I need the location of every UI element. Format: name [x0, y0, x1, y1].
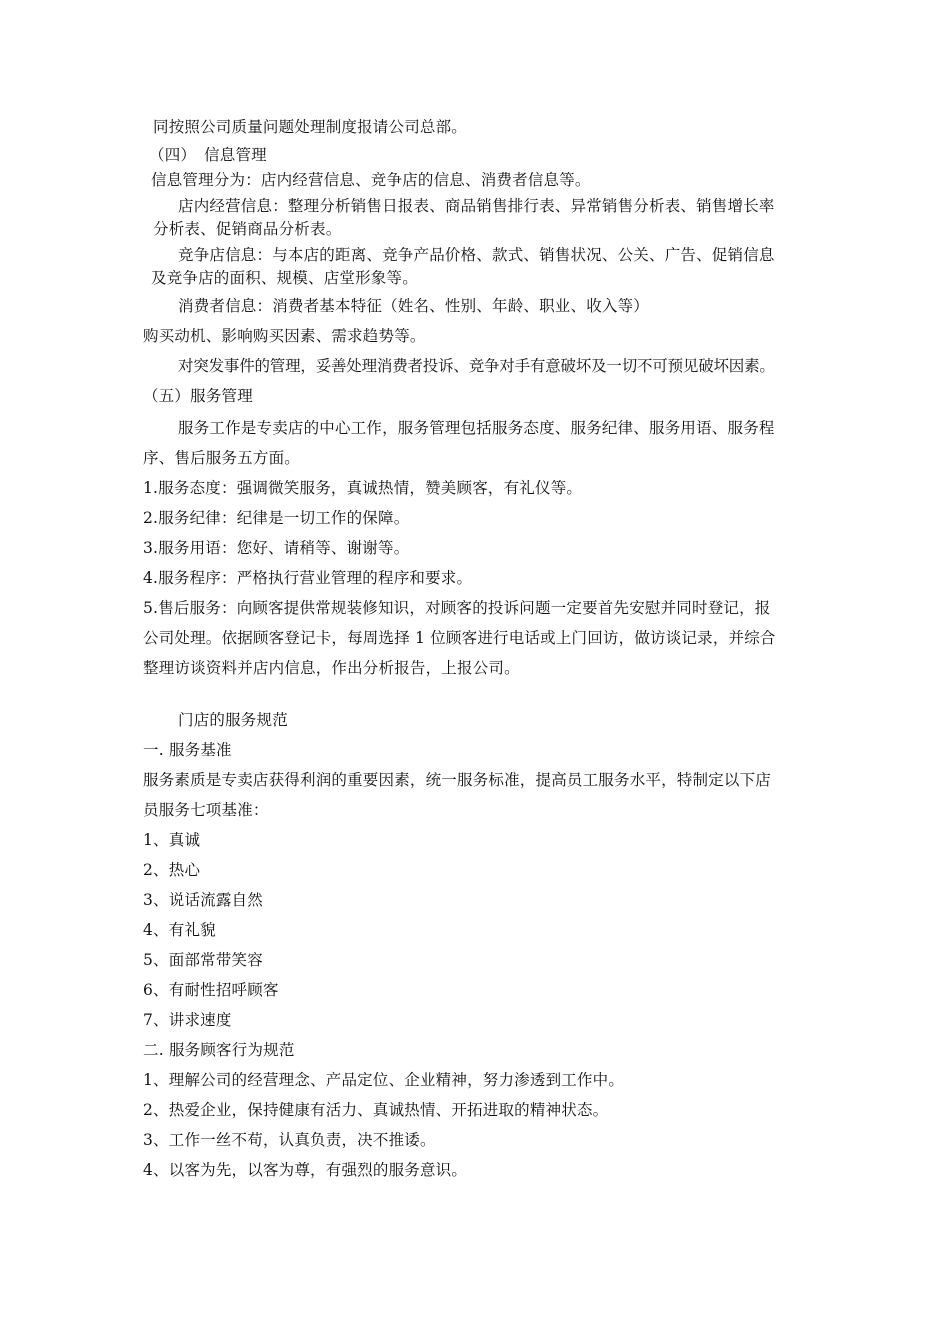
- criteria-item: 7、讲求速度: [143, 1011, 232, 1029]
- continuation-line: 同按照公司质量问题处理制度报请公司总部。: [153, 118, 468, 136]
- behavior-item: 1、理解公司的经营理念、产品定位、企业精神，努力渗透到工作中。: [143, 1071, 625, 1089]
- criteria-item: 6、有耐性招呼顾客: [143, 981, 279, 999]
- criteria-item: 2、热心: [143, 861, 201, 879]
- service-item-after-sales-line3: 整理访谈资料并店内信息，作出分析报告，上报公司。: [143, 659, 520, 677]
- behavior-item: 3、工作一丝不苟，认真负责，决不推诿。: [143, 1131, 436, 1149]
- service-item-procedure: 4.服务程序：严格执行营业管理的程序和要求。: [143, 569, 473, 587]
- paragraph-competitor-info-line1: 竞争店信息：与本店的距离、竞争产品价格、款式、销售状况、公关、广告、促销信息: [178, 246, 775, 264]
- service-item-discipline: 2.服务纪律：纪律是一切工作的保障。: [143, 509, 410, 527]
- criteria-item: 1、真诚: [143, 831, 201, 849]
- paragraph-consumer-info-line2: 购买动机、影响购买因素、需求趋势等。: [143, 327, 426, 345]
- service-item-after-sales-line1: 5.售后服务：向顾客提供常规装修知识，对顾客的投诉问题一定要首先安慰并同时登记，报: [143, 599, 771, 617]
- paragraph-competitor-info-line2: 及竞争店的面积、规模、店堂形象等。: [151, 269, 418, 287]
- behavior-item: 2、热爱企业，保持健康有活力、真诚热情、开拓进取的精神状态。: [143, 1101, 609, 1119]
- criteria-item: 5、面部常带笑容: [143, 951, 263, 969]
- service-item-language: 3.服务用语：您好、请稍等、谢谢等。: [143, 539, 410, 557]
- section-heading-info-management: （四） 信息管理: [149, 146, 267, 164]
- paragraph-store-info-line1: 店内经营信息：整理分析销售日报表、商品销售排行表、异常销售分析表、销售增长率: [178, 197, 775, 215]
- paragraph-emergency-management: 对突发事件的管理，妥善处理消费者投诉、竞争对手有意破坏及一切不可预见破坏因素。: [178, 357, 775, 375]
- section-title-store-service-standards: 门店的服务规范: [178, 711, 288, 729]
- paragraph-consumer-info-line1: 消费者信息：消费者基本特征（姓名、性别、年龄、职业、收入等）: [178, 297, 650, 315]
- heading-customer-behavior-standards: 二. 服务顾客行为规范: [143, 1041, 295, 1059]
- paragraph-criteria-intro-line2: 员服务七项基准：: [143, 801, 269, 819]
- criteria-item: 4、有礼貌: [143, 921, 216, 939]
- service-item-after-sales-line2: 公司处理。依据顾客登记卡，每周选择 1 位顾客进行电话或上门回访，做访谈记录，并综合: [143, 629, 776, 647]
- paragraph-info-intro: 信息管理分为：店内经营信息、竞争店的信息、消费者信息等。: [151, 171, 591, 189]
- criteria-item: 3、说话流露自然: [143, 891, 263, 909]
- paragraph-service-intro-line1: 服务工作是专卖店的中心工作，服务管理包括服务态度、服务纪律、服务用语、服务程: [178, 419, 775, 437]
- paragraph-criteria-intro-line1: 服务素质是专卖店获得利润的重要因素，统一服务标准，提高员工服务水平，特制定以下店: [143, 771, 772, 789]
- service-item-attitude: 1.服务态度：强调微笑服务，真诚热情，赞美顾客，有礼仪等。: [143, 479, 583, 497]
- paragraph-service-intro-line2: 序、售后服务五方面。: [143, 449, 301, 467]
- paragraph-store-info-line2: 分析表、促销商品分析表。: [153, 220, 342, 238]
- section-heading-service-management: （五）服务管理: [143, 387, 253, 405]
- heading-service-criteria: 一. 服务基准: [143, 741, 232, 759]
- behavior-item: 4、以客为先，以客为尊，有强烈的服务意识。: [143, 1161, 468, 1179]
